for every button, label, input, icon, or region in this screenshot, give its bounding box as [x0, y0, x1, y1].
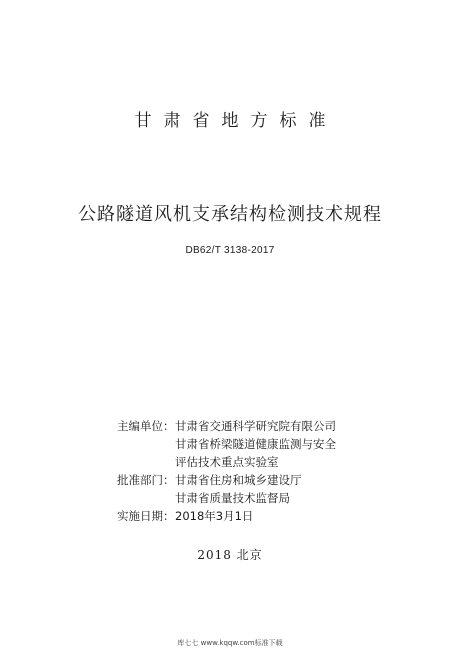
implementation-date-value: 2018年3月1日 — [175, 509, 254, 523]
footer-watermark: 库七七 www.kqqw.com标准下载 — [177, 639, 283, 647]
drafting-units-row — [117, 417, 377, 471]
drafting-units-values — [175, 417, 377, 471]
standard-code: DB62/T 3138-2017 — [185, 245, 275, 256]
publication-place-year: 2018 北京 — [197, 548, 263, 562]
document-title: 公路隧道风机支承结构检测技术规程 — [78, 204, 382, 225]
implementation-date-label: 实施日期： — [117, 509, 175, 523]
drafting-units-label: 主编单位： — [117, 419, 175, 433]
approving-dept-line: 甘肃省质量技术监督局 — [175, 491, 290, 505]
implementation-date-row — [117, 507, 377, 525]
standard-type-heading: 甘肃省地方标准 — [134, 111, 338, 131]
drafting-unit-line: 评估技术重点实验室 — [175, 455, 279, 469]
approving-depts-label: 批准部门： — [117, 473, 175, 487]
drafting-unit-line: 甘肃省桥梁隧道健康监测与安全 — [175, 437, 336, 451]
approving-dept-line: 甘肃省住房和城乡建设厅 — [175, 473, 302, 487]
drafting-unit-line: 甘肃省交通科学研究院有限公司 — [175, 419, 336, 433]
approving-depts-values — [175, 471, 377, 507]
approving-depts-row — [117, 471, 377, 507]
publication-info — [117, 417, 377, 525]
